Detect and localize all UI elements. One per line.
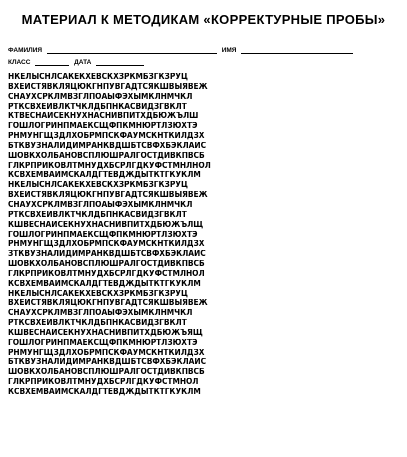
letter-row: РТКСВХЕИВЛКТЧКЛДБПНКАСВИДЗГВКЛТ (8, 319, 187, 329)
class-field[interactable] (35, 58, 69, 66)
letter-row: КШВЕСНАИСЕКНУХНАСНИВПИТХДБЮЖЪЛЩ (8, 220, 204, 230)
letter-row: ВХЕИСТЯВКЛЯЦЮКГНПУВГАДТСЯКШВЫЯВЕЖ (8, 191, 208, 201)
letter-row: БТКВУЗНАЛИДИМРАНКВДШБТСВФХБЭКЛАИС (8, 358, 207, 368)
letter-row: ШОВКХОЛБАНОВСПЛЮШРАЛГОСТДИВКПВСБ (8, 260, 205, 270)
letter-row: РНМУНГЩЗДЛХОБРМПСКФАУМСКНТКИЛДЗХ (8, 132, 205, 142)
letter-row: ВХЕИСТЯВКЛЯЦЮКГНПУВГАДТСЯКШВЫЯВЕЖ (8, 82, 208, 92)
letter-row: КШВЕСНАИСЕКНУХНАСНИВПИТХДБЮЖЪЯЩ (8, 328, 203, 338)
letter-row: ГЛКРПРИКОВЛТМНУДХБСРЛГДКУФСТМНЛНОЛ (8, 161, 211, 171)
letter-row: СНАУХСРКЛМВЗГЛПОАЫФЭХЫМКЛНМЧКЛ (8, 309, 193, 319)
letter-row: РНМУНГЩЗДЛХОБРМПСКФАУМСКНТКИЛДЗХ (8, 240, 205, 250)
letter-row: СНАУХСРКЛМВЗГЛПОАЫФЭХЫМКЛНМЧКЛ (8, 200, 193, 210)
form-row-names (8, 46, 356, 54)
letter-row: РТКСВХЕИВЛКТЧКЛДБПНКАСВИДЗГВКЛТ (8, 210, 187, 220)
letter-row: КТВЕСНАИСЕКНУХНАСНИВПИТХДБЮЖЪЛШ (8, 112, 199, 122)
letter-row: НКЕЛЫСНЛСАКЕКХЕВСКХЗРКМБЗГКЗРУЦ (8, 73, 188, 82)
date-field[interactable] (96, 58, 144, 66)
letter-row: НКЕЛЫСНЛСАКЕКХЕВСКХЗРКМБЗГКЗРУЦ (8, 289, 188, 299)
letter-row: ВХЕИСТЯВКЛЯЦЮКГНПУВГАДТСЯКШВЫЯВЕЖ (8, 299, 208, 309)
letter-row: ГЛКРПРИКОВЛТМНУДХБСРЛГДКУФСТМНОЛ (8, 378, 199, 388)
letter-row: ШОВКХОЛБАНОВСПЛЮШРАЛГОСТДИВКПВСБ (8, 151, 205, 161)
letter-row: СНАУХСРКЛМВЗГЛПОАЫФЭХЫМКЛНМЧКЛ (8, 92, 193, 102)
letter-row: ГОШЛОГРИНПМАЕКСЩФПКМНЮРТЛЗЮХТЭ (8, 122, 198, 132)
name-field[interactable] (241, 46, 353, 54)
letter-row: РНМУНГЩЗДЛХОБРМПСКФАУМСКНТКИЛДЗХ (8, 348, 205, 358)
letter-row: ЗТКВУЗНАЛИДИМРАНКВДШБТСВФХБЭКЛАИС (8, 250, 206, 260)
class-label: КЛАСС (8, 59, 31, 66)
letter-row: КСВХЕМВАИМСКАЛДГТЕВДЖДЫТКТГКУКЛМ (8, 388, 201, 397)
letter-row: КСВХЕМВАИМСКАЛДГТЕВДЖДЫТКТГКУКЛМ (8, 279, 201, 289)
letter-row: РТКСВХЕИВЛКТЧКЛДБПНКАСВИДЗГВКЛТ (8, 102, 187, 112)
form-row-class-date (8, 58, 147, 66)
page-title: МАТЕРИАЛ К МЕТОДИКАМ «КОРРЕКТУРНЫЕ ПРОБЫ» (21, 12, 386, 27)
letter-grid (8, 73, 403, 398)
letter-row: ГОШЛОГРИНПМАЕКСЩФПКМНЮРТЛЗЮХТЭ (8, 230, 198, 240)
letter-row: НКЕЛЫСНЛСАКЕКХЕВСКХЗРКМБЗГКЗРУЦ (8, 181, 188, 191)
letter-row: ГЛКРПРИКОВЛТМНУДХБСРЛГДКУФСТМЛНОЛ (8, 269, 205, 279)
letter-row: ГОШЛОГРИНПМАЕКСЩФПКМНЮРТЛЗЮХТЭ (8, 338, 198, 348)
date-label: ДАТА (74, 59, 92, 66)
letter-row: КСВХЕМВАИМСКАЛДГТЕВДЖДЫТКТГКУКЛМ (8, 171, 201, 181)
letter-row: ШОВКХОЛБАНОВСПЛЮШРАЛГОСТДИВКПВСБ (8, 368, 205, 378)
surname-label: ФАМИЛИЯ (8, 47, 43, 54)
letter-row: БТКВУЗНАЛИДИМРАНКВДШБТСВФХБЭКЛАИС (8, 141, 207, 151)
name-label: ИМЯ (221, 47, 237, 54)
surname-field[interactable] (47, 46, 217, 54)
